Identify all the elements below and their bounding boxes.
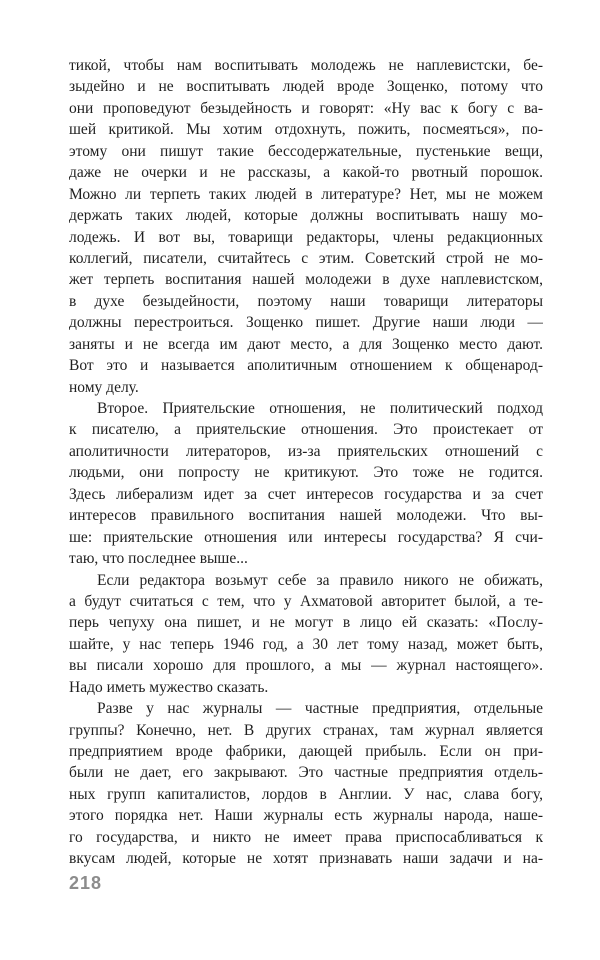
text-line: даже не очерки и не рассказы, а какой-то рвотный порошок. — [69, 164, 543, 182]
text-line: Здесь либерализм идет за счет интересов государства и за счет — [69, 485, 543, 503]
text-line: жет терпеть воспитания нашей молодежи в духе наплевистском, — [69, 271, 543, 289]
text-line: вкусам людей, которые не хотят признавать наши задачи и на- — [69, 850, 543, 868]
text-line: шайте, у нас теперь 1946 год, а 30 лет тому назад, может быть, — [69, 635, 543, 653]
text-line: заняты и не всегда им дают место, а для Зощенко место дают. — [69, 335, 543, 353]
text-line: интересов правильного воспитания нашей молодежи. Что вы- — [69, 507, 543, 525]
text-line: перь чепуху она пишет, и не могут в лицо ей сказать: «Послу- — [69, 614, 543, 632]
text-line: ному делу. — [69, 378, 139, 396]
text-line: Разве у нас журналы — частные предприятия, отдельные — [97, 700, 543, 718]
text-line: людьми, они попросту не критикуют. Это тоже не годится. — [69, 464, 543, 482]
text-line: были не дает, его закрывают. Это частные предприятия отдель- — [69, 764, 543, 782]
text-line: к писателю, а приятельские отношения. Это проистекает от — [69, 421, 543, 439]
text-line: этому они пишут такие бессодержательные, пустенькие вещи, — [69, 142, 543, 160]
text-line: вы писали хорошо для прошлого, а мы — журнал настоящего». — [69, 657, 543, 675]
text-line: тикой, чтобы нам воспитывать молодежь не наплевистски, бе- — [69, 57, 543, 74]
text-line: аполитичности литераторов, из-за приятельских отношений с — [69, 442, 543, 460]
text-line: в духе безыдейности, поэтому наши товарищи литераторы — [69, 292, 543, 310]
text-line: Можно ли терпеть таких людей в литературе? Нет, мы не можем — [69, 185, 543, 203]
text-line: держать таких людей, которые должны воспитывать нашу мо- — [69, 207, 543, 225]
text-line: предприятием вроде фабрики, дающей прибыль. Если он при- — [69, 743, 543, 760]
text-line: коллегий, писатели, считайтесь с этим. Советский строй не мо- — [69, 249, 543, 267]
page-number: 218 — [69, 873, 103, 893]
text-line: зыдейно и не воспитывать людей вроде Зощенко, потому что — [69, 78, 543, 96]
text-line: Надо иметь мужество сказать. — [69, 678, 269, 696]
text-line: группы? Конечно, нет. В других странах, там журнал является — [69, 721, 543, 739]
text-line: Вот это и называется аполитичным отношением к общенарод- — [69, 357, 543, 375]
text-line: шей критикой. Мы хотим отдохнуть, пожить, посмеяться», по- — [69, 121, 543, 139]
text-line: Второе. Приятельские отношения, не политический подход — [97, 400, 543, 417]
text-line: они проповедуют безыдейность и говорят: «Ну вас к богу с ва- — [69, 99, 543, 117]
text-line: а будут считаться с тем, что у Ахматовой авторитет былой, а те- — [69, 592, 543, 610]
page-text — [69, 55, 543, 870]
text-line: го государства, и никто не имеет права приспосабливаться к — [69, 828, 543, 846]
text-line: должны перестроиться. Зощенко пишет. Другие наши люди — — [69, 314, 543, 332]
text-line: лодежь. И вот вы, товарищи редакторы, члены редакционных — [69, 228, 543, 246]
text-line: этого порядка нет. Наши журналы есть журналы народа, наше- — [69, 807, 543, 825]
text-line: Если редактора возьмут себе за правило никого не обижать, — [97, 571, 543, 589]
text-line: ше: приятельские отношения или интересы государства? Я счи- — [69, 528, 543, 546]
text-line: ных групп капиталистов, лордов в Англии. У нас, слава богу, — [69, 785, 543, 803]
text-line: таю, что последнее выше... — [69, 550, 248, 568]
